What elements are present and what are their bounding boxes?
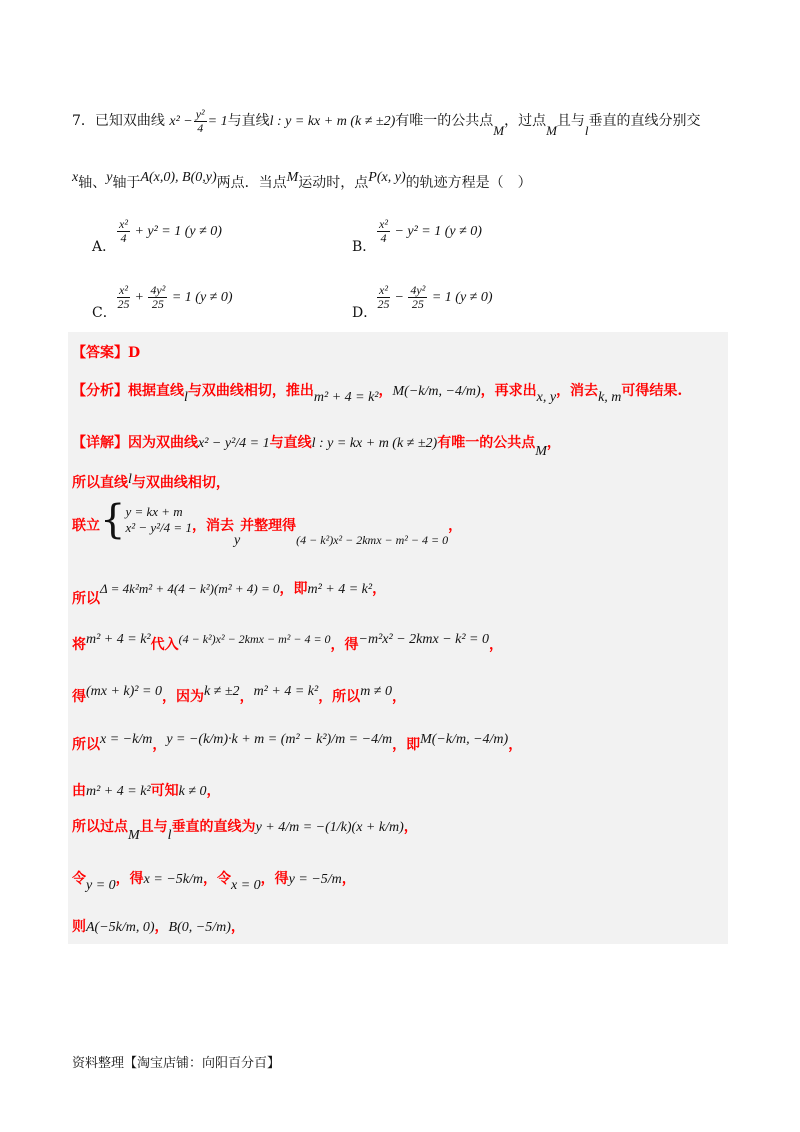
footer: 资料整理【淘宝店铺：向阳百分百】 xyxy=(72,1056,281,1071)
tangent-line: 所以直线l与双曲线相切， xyxy=(72,472,230,491)
detail-line: 【详解】因为双曲线x² − y²/4 = 1与直线l : y = kx + m (k ≠ ±2)有唯一的公共点M， xyxy=(72,435,561,459)
joint-line: 联立{ y = kx + m x² − y²/4 = 1 ，消去y并整理得(4 − k²)x² − 2kmx − m² − 4 = 0， xyxy=(72,497,463,548)
y-var: y xyxy=(106,170,113,185)
point-m: M xyxy=(493,122,505,138)
line-equation: l : y = kx + m (k ≠ ±2) xyxy=(269,113,396,129)
question-text: 运动时，点 xyxy=(298,175,369,191)
option-expression: $\frac{\text{x²}}{4}$ + y² = 1 (y ≠ 0) xyxy=(119,217,222,246)
xy-line: 所以x = −k/m，y = −(k/m)·k + m = (m² − k²)/m = −4/m，即M(−k/m, −4/m)， xyxy=(72,732,523,753)
question-text: 与直线 xyxy=(227,112,270,129)
x-var: x xyxy=(72,170,79,185)
question-text: 两点．当点 xyxy=(216,175,287,191)
points-ab: A(x,0), B(0,y) xyxy=(140,170,217,185)
question-text: ，过点 xyxy=(504,112,547,129)
question-text: 已知双曲线 xyxy=(94,112,165,129)
get-line: 得(mx + k)² = 0，因为k ≠ ±2，m² + 4 = k²，所以m ≠ 0， xyxy=(72,684,406,705)
option-expression: $\frac{\text{x²}}{25}$ + $\frac{\text{4y²}}{25}$ = 1 (y ≠ 0) xyxy=(117,283,233,312)
question-text: 且与 xyxy=(556,112,585,129)
question-number: 7． xyxy=(72,112,95,129)
question-text: 垂直的直线分别交 xyxy=(588,112,701,129)
line-l: l xyxy=(584,122,589,138)
question-text: 轴、 xyxy=(78,175,107,191)
delta-line: 所以Δ = 4k²m² + 4(4 − k²)(m² + 4) = 0，即m² + 4 = k²， xyxy=(72,581,387,607)
option-label: C． xyxy=(92,305,117,321)
question-text: 有唯一的公共点 xyxy=(395,112,494,129)
question-line-1 xyxy=(72,107,701,138)
option-expression: $\frac{\text{x²}}{4}$ − y² = 1 (y ≠ 0) xyxy=(379,217,482,246)
substitute-line: 将m² + 4 = k²代入(4 − k²)x² − 2kmx − m² − 4 = 0，得−m²x² − 2kmx − k² = 0， xyxy=(72,632,504,653)
option-label: B． xyxy=(352,239,377,255)
option-label: D． xyxy=(352,305,378,321)
answer-label: 【答案】D xyxy=(72,345,141,361)
analysis-line: 【分析】根据直线l与双曲线相切，推出m² + 4 = k²，M(−k/m, −4/m)，再求出x, y，消去k, m可得结果. xyxy=(72,383,683,405)
let-line: 令y = 0，得x = −5k/m，令x = 0，得y = −5/m， xyxy=(72,871,356,893)
option-label: A． xyxy=(92,239,117,255)
hyperbola-equation: x² − $\frac{\text{y²}}{4}$ = 1 xyxy=(169,107,228,136)
question-text: 的轨迹方程是（ ） xyxy=(405,175,532,191)
from-line: 由m² + 4 = k²可知k ≠ 0， xyxy=(72,783,221,799)
point-m: M xyxy=(286,170,299,185)
answer-line xyxy=(72,342,140,362)
then-line: 则A(−5k/m, 0)，B(0, −5/m)， xyxy=(72,919,245,935)
question-text: 轴于 xyxy=(112,175,141,191)
question-line-2 xyxy=(72,172,532,192)
point-m: M xyxy=(546,122,557,138)
point-p: P(x, y) xyxy=(368,170,406,185)
perp-line: 所以过点M且与l垂直的直线为y + 4/m = −(1/k)(x + k/m)， xyxy=(72,819,418,843)
option-expression: $\frac{\text{x²}}{25}$ − $\frac{\text{4y²}}{25}$ = 1 (y ≠ 0) xyxy=(377,283,493,312)
